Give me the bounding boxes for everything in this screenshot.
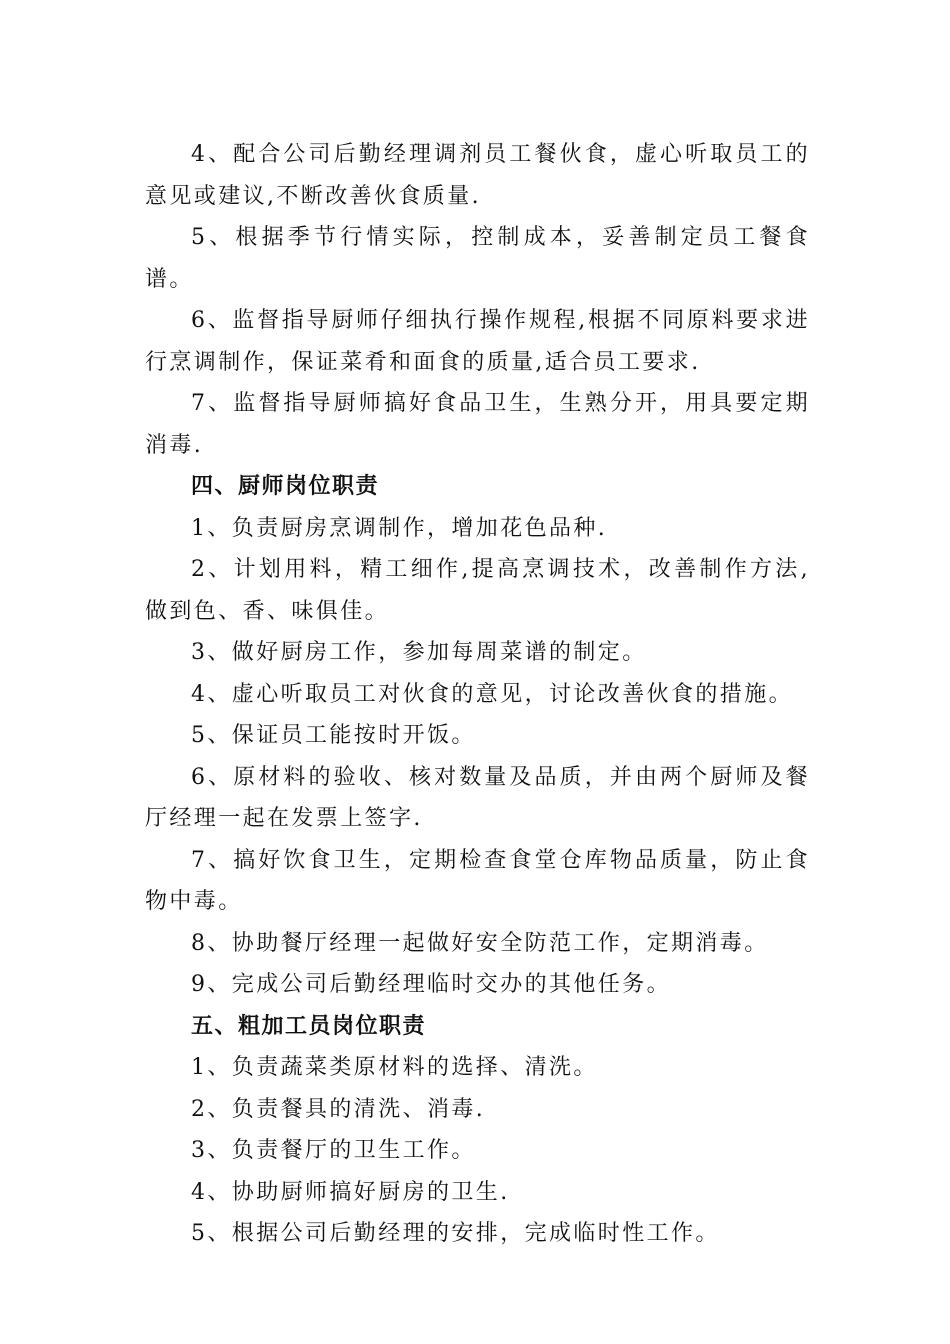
paragraph: 3、做好厨房工作，参加每周菜谱的制定。: [191, 640, 647, 665]
paragraph: 1、负责厨房烹调制作，增加花色品种.: [191, 515, 608, 541]
paragraph: 2、负责餐具的清洗、消毒.: [191, 1096, 486, 1122]
paragraph: 4、协助厨师搞好厨房的卫生.: [191, 1179, 510, 1205]
paragraph: 1、负责蔬菜类原材料的选择、清洗。: [191, 1055, 598, 1080]
paragraph: 5、保证员工能按时开饭。: [191, 723, 476, 748]
paragraph: 6、监督指导厨师仔细执行操作规程,根据不同原料要求进行烹调制作，保证菜肴和面食的质量,适合员工要求.: [145, 308, 810, 375]
section-heading: 四、厨师岗位职责: [191, 474, 380, 499]
paragraph: 5、根据季节行情实际，控制成本，妥善制定员工餐食谱。: [145, 225, 810, 292]
paragraph: 9、完成公司后勤经理临时交办的其他任务。: [191, 972, 671, 997]
section-heading: 五、粗加工员岗位职责: [191, 1013, 427, 1039]
document-body: [145, 134, 810, 1255]
paragraph: 3、负责餐厅的卫生工作。: [191, 1138, 476, 1163]
paragraph: 2、计划用料，精工细作,提高烹调技术，改善制作方法,做到色、香、味俱佳。: [145, 557, 810, 624]
paragraph: 7、搞好饮食卫生，定期检查食堂仓库物品质量，防止食物中毒。: [145, 847, 810, 914]
paragraph: 5、根据公司后勤经理的安排，完成临时性工作。: [191, 1221, 720, 1246]
paragraph: 7、监督指导厨师搞好食品卫生，生熟分开，用具要定期消毒.: [145, 391, 810, 458]
paragraph: 4、虚心听取员工对伙食的意见，讨论改善伙食的措施。: [191, 681, 793, 707]
paragraph: 8、协助餐厅经理一起做好安全防范工作，定期消毒。: [191, 930, 769, 956]
paragraph: 6、原材料的验收、核对数量及品质，并由两个厨师及餐厅经理一起在发票上签字.: [145, 764, 810, 831]
paragraph: 4、配合公司后勤经理调剂员工餐伙食，虚心听取员工的意见或建议,不断改善伙食质量.: [145, 142, 810, 209]
